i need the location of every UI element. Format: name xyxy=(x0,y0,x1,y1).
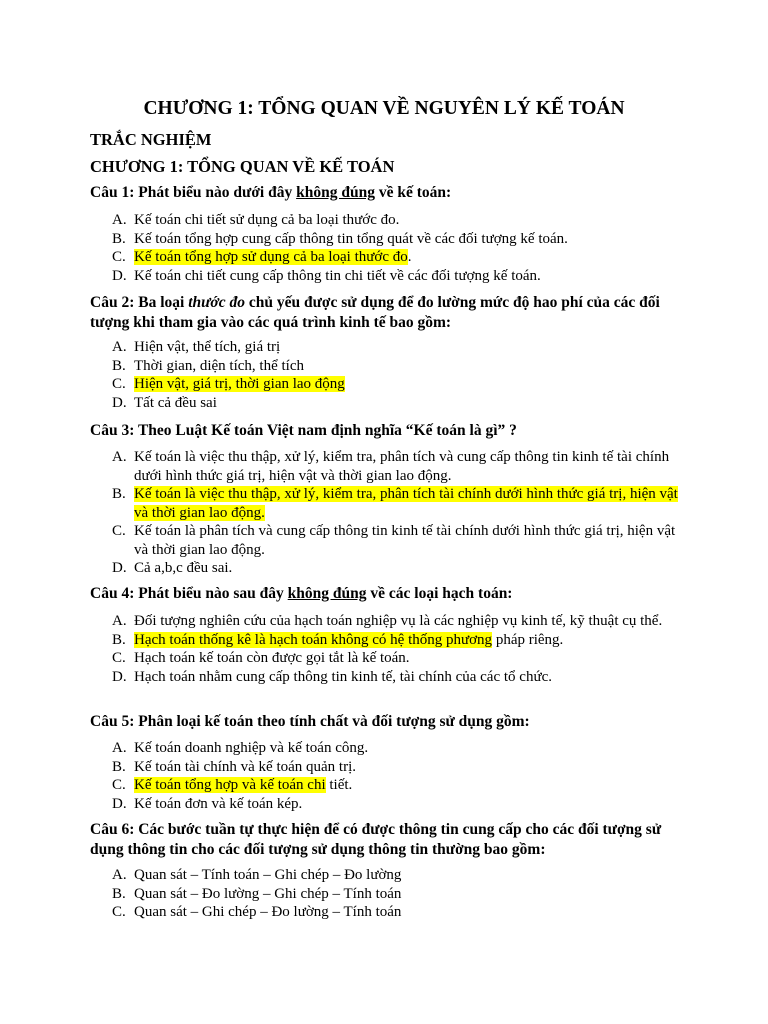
option-text: Quan sát – Tính toán – Ghi chép – Đo lường xyxy=(134,867,402,883)
option-letter: B. xyxy=(112,230,126,247)
option-letter: B. xyxy=(112,885,126,902)
option-d xyxy=(112,559,692,578)
option-text: Kế toán tổng hợp cung cấp thông tin tổng quát về các đối tượng kế toán. xyxy=(134,230,568,247)
option-a xyxy=(112,448,692,485)
question-text: Câu 1: Phát biểu nào dưới đây xyxy=(90,184,297,201)
option-letter: D. xyxy=(112,560,127,576)
option-text: Hạch toán kế toán còn được gọi tắt là kế toán. xyxy=(134,650,410,666)
question-3 xyxy=(90,421,690,441)
option-letter: C. xyxy=(112,650,126,666)
option-d xyxy=(112,394,692,413)
question-4-options xyxy=(112,612,692,686)
question-text: Câu 5: Phân loại kế toán theo tính chất và đối tượng sử dụng gồm: xyxy=(90,713,530,730)
highlighted-answer: Kế toán tổng hợp và kế toán chi xyxy=(134,777,326,793)
option-letter: A. xyxy=(112,212,127,228)
question-1-options xyxy=(112,211,692,285)
option-text: Quan sát – Đo lường – Ghi chép – Tính toán xyxy=(134,885,402,902)
highlighted-answer: Hạch toán thống kê là hạch toán không có hệ thống phương xyxy=(134,631,493,648)
option-text: Kế toán là phân tích và cung cấp thông tin kinh tế tài chính dưới hình thức giá trị, hiện vật và thời gian lao động. xyxy=(134,523,676,558)
option-c xyxy=(112,522,692,559)
option-d xyxy=(112,267,692,286)
option-letter: D. xyxy=(112,267,127,284)
option-d xyxy=(112,795,692,814)
option-d xyxy=(112,668,692,687)
option-letter: A. xyxy=(112,867,127,883)
option-b xyxy=(112,885,692,904)
question-text: Câu 4: Phát biểu nào sau đây xyxy=(90,585,288,602)
question-text: Câu 6: Các bước tuần tự thực hiện để có được thông tin cung cấp cho các đối tượng sử dụng thông tin cho các đối tượng sử dụng thông tin thường bao gồm: xyxy=(90,821,662,858)
option-letter: B. xyxy=(112,631,126,648)
option-a xyxy=(112,739,692,758)
option-c xyxy=(112,903,692,922)
question-text: Câu 3: Theo Luật Kế toán Việt nam định nghĩa “Kế toán là gì” ? xyxy=(90,422,517,439)
question-emphasis: không đúng xyxy=(296,184,375,201)
option-a xyxy=(112,866,692,885)
option-text: Hiện vật, thể tích, giá trị xyxy=(134,339,281,355)
document-title: CHƯƠNG 1: TỔNG QUAN VỀ NGUYÊN LÝ KẾ TOÁN xyxy=(143,98,625,119)
question-text: về các loại hạch toán: xyxy=(366,585,513,602)
option-letter: A. xyxy=(112,613,127,629)
option-letter: C. xyxy=(112,523,126,539)
question-text: chủ yếu được sử dụng để đo lường mức độ hao phí của các đối tượng khi tham gia vào các quá trình kinh tế bao gồm: xyxy=(90,294,660,331)
option-letter: D. xyxy=(112,394,127,411)
option-text: . xyxy=(407,249,412,265)
option-text: Kế toán doanh nghiệp và kế toán công. xyxy=(134,740,369,756)
option-letter: B. xyxy=(112,486,126,502)
question-text: về kế toán: xyxy=(374,184,452,201)
option-text: Kế toán chi tiết sử dụng cả ba loại thước đo. xyxy=(134,212,400,228)
option-text: Kế toán là việc thu thập, xử lý, kiểm tra, phân tích và cung cấp thông tin kinh tế tài chính dưới hình thức giá trị, hiện vật và thời gian lao động. xyxy=(134,449,670,484)
option-letter: A. xyxy=(112,339,127,355)
option-text: Cả a,b,c đều sai. xyxy=(134,560,233,576)
option-letter: A. xyxy=(112,740,127,756)
option-c xyxy=(112,248,692,267)
highlighted-answer: Hiện vật, giá trị, thời gian lao động xyxy=(134,376,345,392)
question-emphasis: không đúng xyxy=(287,585,367,602)
option-text: Đối tượng nghiên cứu của hạch toán nghiệp vụ là các nghiệp vụ kinh tế, kỹ thuật cụ thể. xyxy=(134,613,663,629)
option-text: Kế toán chi tiết cung cấp thông tin chi tiết về các đối tượng kế toán. xyxy=(134,267,541,284)
option-letter: B. xyxy=(112,357,126,374)
option-a xyxy=(112,612,692,631)
option-text: Kế toán tài chính và kế toán quản trị. xyxy=(134,758,357,775)
option-text: Thời gian, diện tích, thể tích xyxy=(134,357,304,374)
option-letter: D. xyxy=(112,795,127,812)
option-letter: C. xyxy=(112,777,126,793)
question-6-options xyxy=(112,866,692,922)
chapter-heading: CHƯƠNG 1: TỔNG QUAN VỀ KẾ TOÁN xyxy=(90,157,395,176)
question-5 xyxy=(90,712,690,732)
option-a xyxy=(112,211,692,230)
option-text: Tất cả đều sai xyxy=(134,394,217,411)
question-5-options xyxy=(112,739,692,813)
option-text: Kế toán đơn và kế toán kép. xyxy=(134,795,303,812)
option-b xyxy=(112,485,692,522)
option-text: Hạch toán nhằm cung cấp thông tin kinh tế, tài chính của các tổ chức. xyxy=(134,668,552,685)
option-b xyxy=(112,758,692,777)
question-2-options xyxy=(112,338,692,412)
question-2 xyxy=(90,293,690,333)
option-letter: D. xyxy=(112,668,127,685)
option-letter: A. xyxy=(112,449,127,465)
option-letter: B. xyxy=(112,758,126,775)
option-text: pháp riêng. xyxy=(492,631,564,648)
option-c xyxy=(112,649,692,668)
question-4 xyxy=(90,584,690,604)
question-text: Câu 2: Ba loại xyxy=(90,294,189,311)
option-letter: C. xyxy=(112,376,126,392)
option-b xyxy=(112,357,692,376)
option-letter: C. xyxy=(112,249,126,265)
question-3-options xyxy=(112,448,692,578)
option-text: Quan sát – Ghi chép – Đo lường – Tính toán xyxy=(134,904,402,920)
highlighted-answer: Kế toán là việc thu thập, xử lý, kiểm tra, phân tích tài chính dưới hình thức giá trị, hiện vật và thời gian lao động. xyxy=(134,486,678,521)
option-a xyxy=(112,338,692,357)
question-1 xyxy=(90,183,690,203)
option-letter: C. xyxy=(112,904,126,920)
question-emphasis: thước đo xyxy=(188,294,245,311)
section-heading: TRẮC NGHIỆM xyxy=(90,130,212,149)
option-c xyxy=(112,375,692,394)
option-c xyxy=(112,776,692,795)
highlighted-answer: Kế toán tổng hợp sử dụng cả ba loại thước đo xyxy=(134,249,408,265)
option-b xyxy=(112,230,692,249)
question-6 xyxy=(90,820,690,860)
option-text: tiết. xyxy=(325,777,353,793)
option-b xyxy=(112,631,692,650)
